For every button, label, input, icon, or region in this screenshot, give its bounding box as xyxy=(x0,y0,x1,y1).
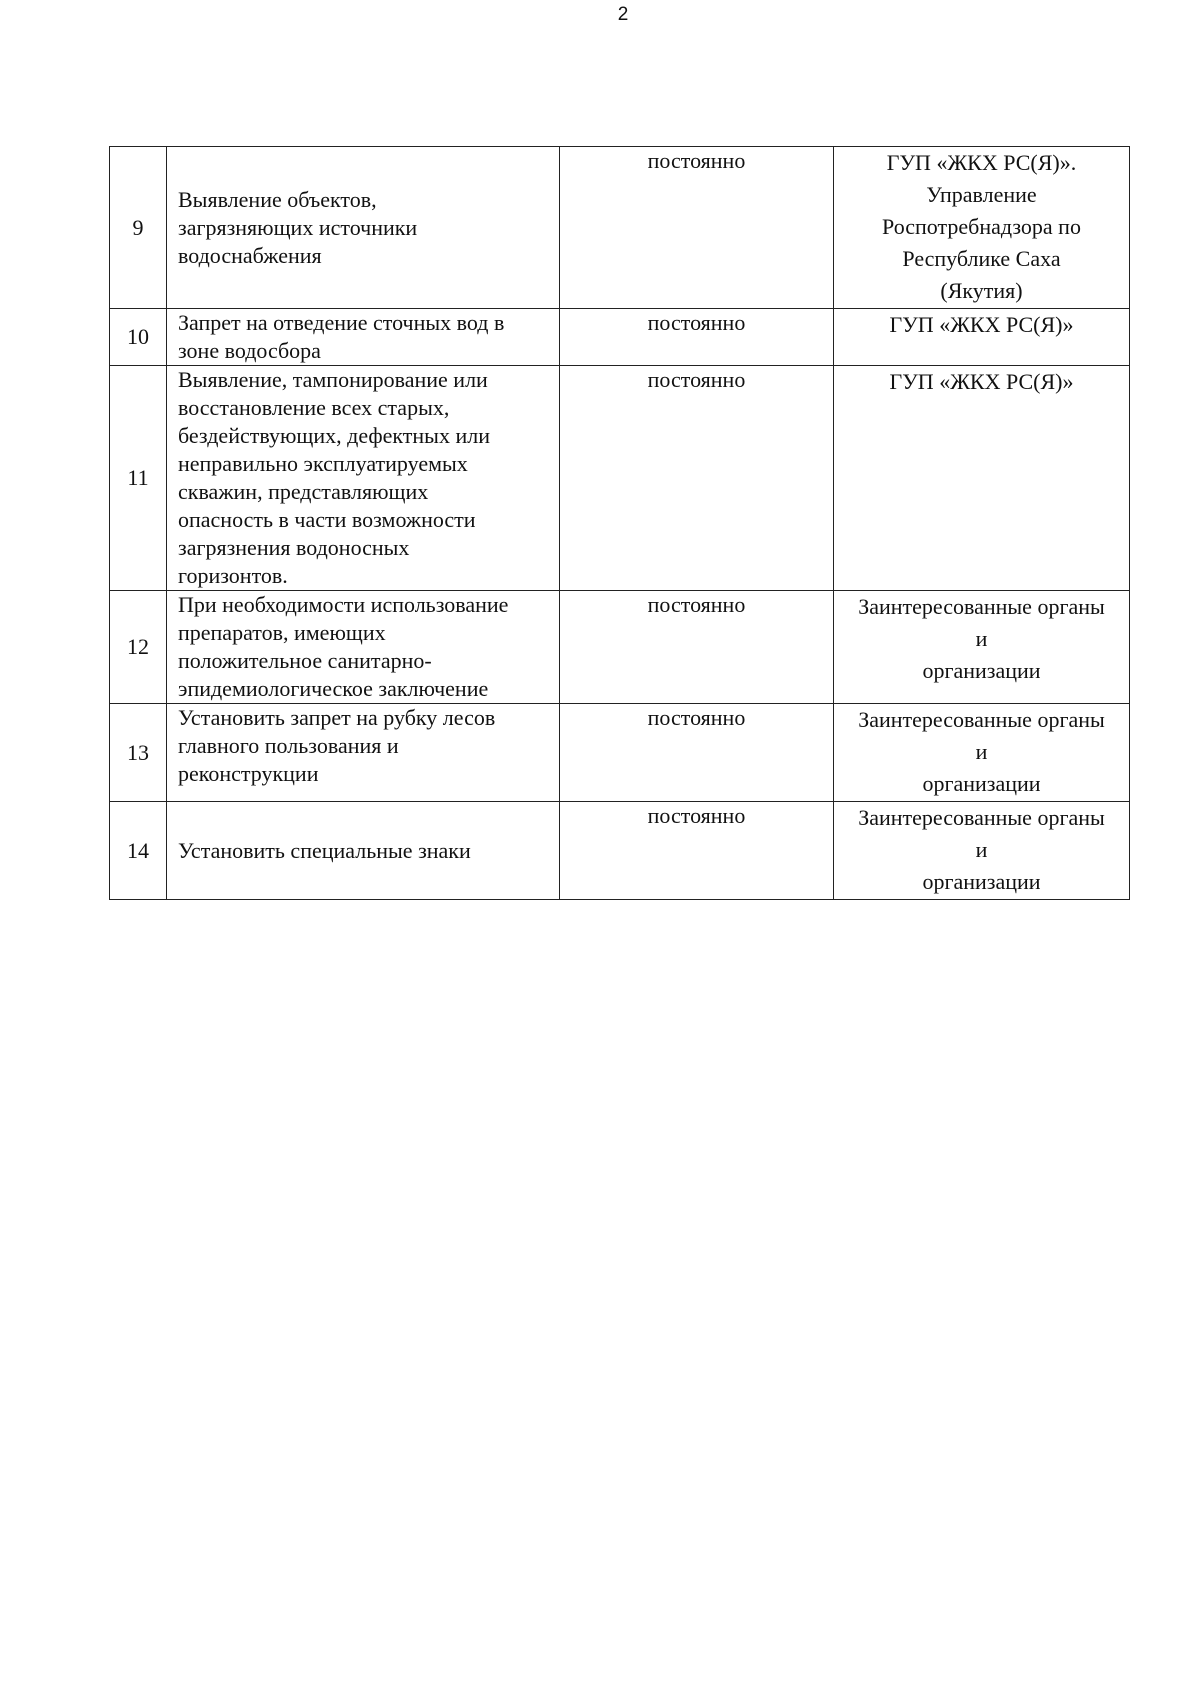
description-line: главного пользования и xyxy=(178,733,399,758)
row-term: постоянно xyxy=(560,147,834,309)
description-line: водоснабжения xyxy=(178,242,322,268)
responsible-line: организации xyxy=(922,869,1041,894)
description-line: неправильно эксплуатируемых xyxy=(178,451,468,476)
row-number: 10 xyxy=(110,309,167,366)
row-responsible xyxy=(834,802,1130,900)
description-line: бездействующих, дефектных или xyxy=(178,423,490,448)
responsible-line: и xyxy=(975,626,988,651)
description-line: При необходимости использование xyxy=(178,592,509,617)
row-description xyxy=(167,309,560,366)
row-description xyxy=(167,366,560,591)
responsible-line: Заинтересованные органы xyxy=(858,805,1105,830)
table-row xyxy=(110,704,1130,802)
description-line: загрязнения водоносных xyxy=(178,535,410,560)
responsible-line: Республике Саха xyxy=(902,246,1061,271)
row-responsible xyxy=(834,309,1130,366)
responsible-line: организации xyxy=(922,771,1041,796)
table-row xyxy=(110,591,1130,704)
row-term: постоянно xyxy=(560,704,834,802)
responsible-line: ГУП «ЖКХ РС(Я)». xyxy=(886,150,1077,175)
description-line: восстановление всех старых, xyxy=(178,395,450,420)
responsible-line: организации xyxy=(922,658,1041,683)
measures-table xyxy=(109,146,1130,900)
row-number: 14 xyxy=(110,802,167,900)
description-line: препаратов, имеющих xyxy=(178,620,386,645)
row-term: постоянно xyxy=(560,309,834,366)
table-row xyxy=(110,309,1130,366)
table-row xyxy=(110,147,1130,309)
description-line: Запрет на отведение сточных вод в xyxy=(178,310,505,335)
description-line: положительное санитарно- xyxy=(178,648,432,673)
row-number: 13 xyxy=(110,704,167,802)
description-line: Выявление, тампонирование или xyxy=(178,367,488,392)
description-line: реконструкции xyxy=(178,761,319,786)
row-description xyxy=(167,147,560,309)
row-term: постоянно xyxy=(560,591,834,704)
row-description xyxy=(167,802,560,900)
description-line: Установить специальные знаки xyxy=(178,837,471,863)
row-number: 9 xyxy=(110,147,167,309)
row-responsible xyxy=(834,704,1130,802)
table-row xyxy=(110,366,1130,591)
page-number: 2 xyxy=(617,4,629,25)
row-term: постоянно xyxy=(560,366,834,591)
responsible-line: ГУП «ЖКХ РС(Я)» xyxy=(889,312,1074,337)
description-line: эпидемиологическое заключение xyxy=(178,676,489,701)
responsible-line: и xyxy=(975,739,988,764)
row-responsible xyxy=(834,366,1130,591)
row-description xyxy=(167,591,560,704)
responsible-line: (Якутия) xyxy=(940,278,1023,303)
row-number: 11 xyxy=(110,366,167,591)
row-description xyxy=(167,704,560,802)
responsible-line: Управление xyxy=(926,182,1037,207)
responsible-line: и xyxy=(975,837,988,862)
row-number: 12 xyxy=(110,591,167,704)
row-responsible xyxy=(834,591,1130,704)
responsible-line: ГУП «ЖКХ РС(Я)» xyxy=(889,369,1074,394)
description-line: Установить запрет на рубку лесов xyxy=(178,705,496,730)
description-line: зоне водосбора xyxy=(178,338,321,363)
responsible-line: Заинтересованные органы xyxy=(858,707,1105,732)
responsible-line: Заинтересованные органы xyxy=(858,594,1105,619)
description-line: горизонтов. xyxy=(178,563,288,588)
row-term: постоянно xyxy=(560,802,834,900)
responsible-line: Роспотребнадзора по xyxy=(882,214,1081,239)
row-responsible xyxy=(834,147,1130,309)
description-line: загрязняющих источники xyxy=(178,214,418,240)
description-line: Выявление объектов, xyxy=(178,186,377,212)
description-line: скважин, представляющих xyxy=(178,479,429,504)
description-line: опасность в части возможности xyxy=(178,507,476,532)
table-row xyxy=(110,802,1130,900)
